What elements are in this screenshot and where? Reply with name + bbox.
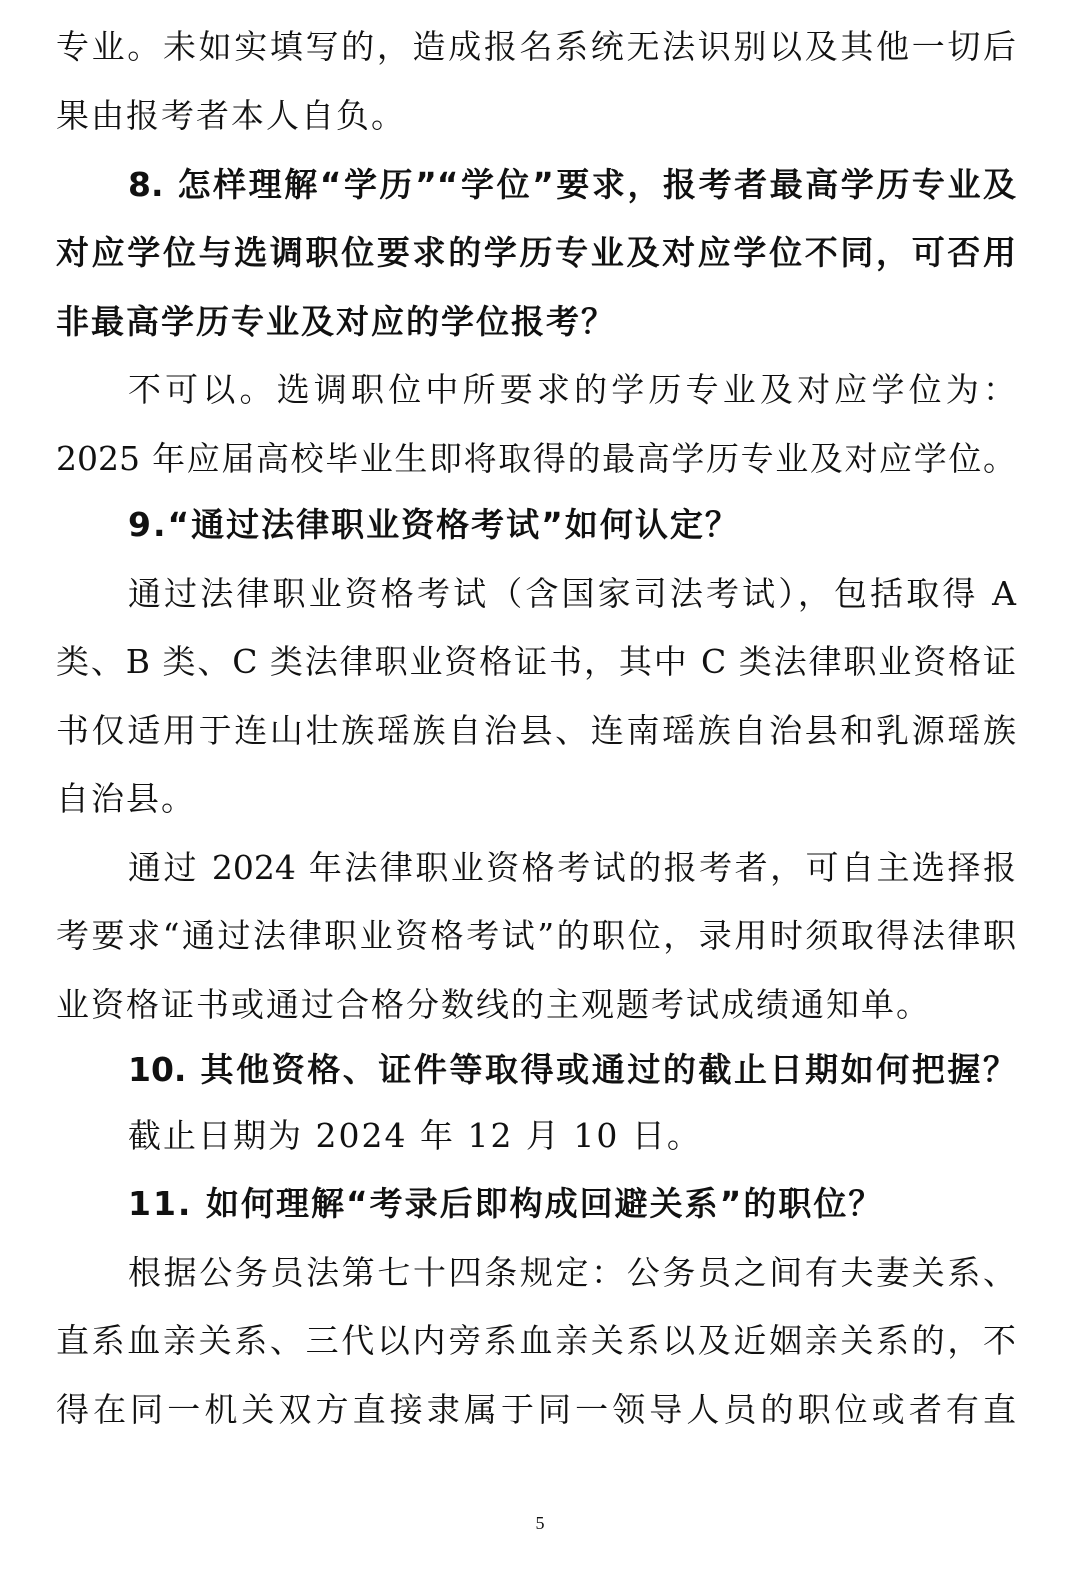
- paragraph-line: 通过法律职业资格考试（含国家司法考试），包括取得 A: [128, 574, 1016, 613]
- paragraph-line: 不可以。选调职位中所要求的学历专业及对应学位为：: [128, 370, 1016, 409]
- paragraph-line: 得在同一机关双方直接隶属于同一领导人员的职位或者有直: [56, 1390, 1016, 1429]
- paragraph-line: 类、B 类、C 类法律职业资格证书，其中 C 类法律职业资格证: [56, 642, 1016, 681]
- paragraph-line: 截止日期为 2024 年 12 月 10 日。: [128, 1116, 702, 1155]
- paragraph-line: 业资格证书或通过合格分数线的主观题考试成绩通知单。: [56, 985, 931, 1024]
- question-heading: 11. 如何理解“考录后即构成回避关系”的职位？: [128, 1184, 884, 1223]
- paragraph-line: 专业。未如实填写的，造成报名系统无法识别以及其他一切后: [56, 27, 1016, 66]
- paragraph-line: 自治县。: [56, 779, 196, 818]
- paragraph-line: 根据公务员法第七十四条规定：公务员之间有夫妻关系、: [128, 1253, 1016, 1292]
- paragraph-line: 通过 2024 年法律职业资格考试的报考者，可自主选择报: [128, 848, 1016, 887]
- question-heading: 对应学位与选调职位要求的学历专业及对应学位不同，可否用: [56, 233, 1016, 272]
- paragraph-line: 书仅适用于连山壮族瑶族自治县、连南瑶族自治县和乳源瑶族: [56, 711, 1016, 750]
- paragraph-line: 考要求“通过法律职业资格考试”的职位，录用时须取得法律职: [56, 916, 1016, 955]
- question-heading: 9.“通过法律职业资格考试”如何认定？: [128, 505, 740, 544]
- question-heading: 非最高学历专业及对应的学位报考？: [56, 302, 616, 341]
- question-heading: 10. 其他资格、证件等取得或通过的截止日期如何把握？: [128, 1050, 1016, 1089]
- page-number: 5: [535, 1513, 545, 1533]
- paragraph-line: 2025 年应届高校毕业生即将取得的最高学历专业及对应学位。: [56, 439, 1016, 478]
- paragraph-line: 直系血亲关系、三代以内旁系血亲关系以及近姻亲关系的，不: [56, 1321, 1016, 1360]
- paragraph-line: 果由报考者本人自负。: [56, 96, 406, 135]
- question-heading: 8. 怎样理解“学历”“学位”要求，报考者最高学历专业及: [128, 165, 1016, 204]
